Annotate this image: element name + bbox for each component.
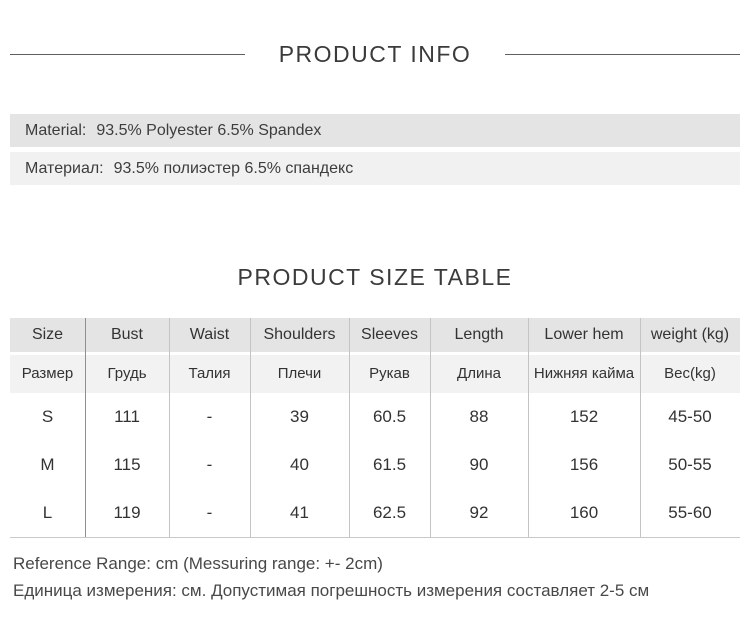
column-separator	[430, 318, 431, 537]
column-separator	[640, 318, 641, 537]
column-header-ru: Грудь	[107, 365, 147, 383]
heading-rule-left	[10, 54, 245, 55]
cell-length: 90	[469, 455, 489, 474]
column-header-ru: Длина	[457, 365, 501, 383]
column-header: Size	[31, 325, 64, 343]
table-bottom-rule	[10, 537, 740, 538]
product-info-title: PRODUCT INFO	[278, 40, 472, 67]
column-header-ru: Плечи	[277, 365, 322, 383]
table-row	[10, 393, 740, 441]
column-separator	[250, 318, 251, 537]
column-header-ru: Талия	[188, 365, 231, 383]
product-info-heading	[10, 40, 740, 68]
column-header-ru: Рукав	[369, 365, 410, 383]
cell-waist: -	[206, 503, 213, 522]
cell-lower-hem: 160	[569, 503, 599, 522]
column-header: Shoulders	[263, 325, 336, 343]
cell-bust: 119	[113, 503, 141, 522]
cell-sleeves: 61.5	[372, 455, 407, 474]
material-value-ru: 93.5% полиэстер 6.5% спандекс	[113, 159, 354, 177]
cell-sleeves: 60.5	[372, 407, 407, 426]
column-header-ru: Нижняя кайма	[533, 365, 635, 383]
cell-size: L	[42, 503, 53, 522]
reference-note-en: Reference Range: cm (Messuring range: +- 2cm)	[13, 554, 383, 573]
material-row-ru	[10, 152, 740, 185]
column-separator	[85, 318, 86, 537]
column-separator	[169, 318, 170, 537]
size-table-title: PRODUCT SIZE TABLE	[237, 264, 513, 290]
column-header-ru: Размер	[21, 365, 74, 383]
cell-shoulders: 39	[290, 407, 309, 426]
material-label-en: Material:	[25, 121, 87, 139]
cell-weight: 55-60	[668, 503, 712, 522]
table-header-row-en	[10, 318, 740, 352]
column-header: weight (kg)	[650, 325, 730, 343]
cell-shoulders: 40	[290, 455, 309, 474]
material-label-ru: Материал:	[25, 159, 104, 177]
material-row-en	[10, 114, 740, 147]
heading-rule-right	[505, 54, 740, 55]
cell-shoulders: 41	[290, 503, 309, 522]
column-header: Length	[454, 325, 504, 343]
cell-size: S	[41, 407, 54, 426]
reference-note-ru: Единица измерения: см. Допустимая погрешность измерения составляет 2-5 см	[13, 581, 650, 600]
cell-length: 92	[469, 503, 489, 522]
column-separator	[528, 318, 529, 537]
column-header-ru: Вес(kg)	[664, 365, 716, 383]
cell-weight: 50-55	[668, 455, 712, 474]
column-header: Bust	[110, 325, 143, 343]
cell-sleeves: 62.5	[372, 503, 407, 522]
cell-waist: -	[206, 407, 213, 426]
cell-bust: 111	[114, 407, 140, 426]
cell-size: M	[40, 455, 55, 474]
size-table	[10, 318, 740, 537]
cell-bust: 115	[113, 455, 141, 474]
table-row	[10, 441, 740, 489]
column-header: Lower hem	[544, 325, 624, 343]
cell-lower-hem: 152	[569, 407, 599, 426]
cell-waist: -	[206, 455, 213, 474]
cell-lower-hem: 156	[569, 455, 599, 474]
cell-weight: 45-50	[668, 407, 712, 426]
material-value-en: 93.5% Polyester 6.5% Spandex	[96, 121, 322, 139]
column-separator	[349, 318, 350, 537]
table-header-row-ru	[10, 355, 740, 393]
cell-length: 88	[469, 407, 489, 426]
column-header: Waist	[189, 325, 230, 343]
column-header: Sleeves	[361, 325, 418, 343]
table-row	[10, 489, 740, 537]
